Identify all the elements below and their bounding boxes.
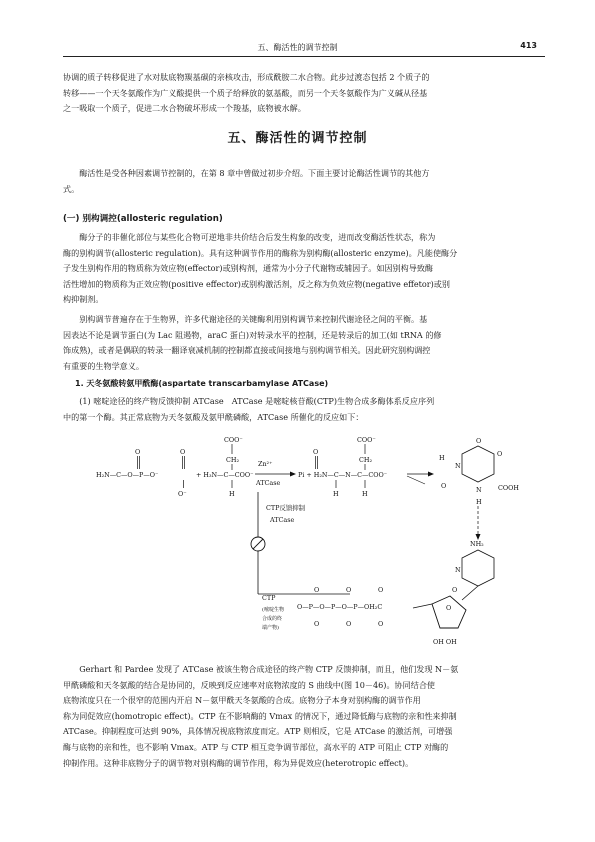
- ctp-title: CTP: [262, 594, 276, 602]
- running-header-title: 五、酶活性的调节控制: [257, 43, 338, 52]
- ring-o-right: O: [497, 450, 503, 458]
- gerhart-line-4: 称为同促效应(homotropic effect)。CTP 在不影响酶的 Vmax 的情况下，通过降低酶与底物的亲和性来抑制: [63, 710, 457, 721]
- product-carbonyl-o: O: [313, 448, 319, 456]
- gerhart-line-6: 酶与底物的亲和性，也不影响 Vmax。ATP 与 CTP 相互竞争调节部位，高水平的 ATP 可阻止 CTP 对酶的: [63, 741, 449, 752]
- intro-line-1: 协调的质子转移促进了水对肽底物羰基碳的亲核攻击，形成酰胺二水合物。此步过渡态包括 2 个质子的: [63, 72, 430, 82]
- ctp-phosphate-o-6: O: [378, 620, 384, 628]
- section-intro-line-2: 式。: [63, 183, 80, 194]
- allosteric-line-2: 酶的别构调节(allosteric regulation)。具有这种调节作用的酶称为别构酶(allosteric enzyme)。凡能使酶分: [63, 247, 458, 258]
- gerhart-line-7: 抑制作用。这种非底物分子的调节物对别构酶的调节作用，称为异促效应(heterotropic effect)。: [63, 757, 414, 768]
- product-carboxylate: COO⁻: [357, 436, 376, 444]
- ring-o-top: O: [476, 437, 482, 445]
- ctp-note-line-3: 端产物): [262, 625, 279, 631]
- ring-cooh: COOH: [498, 484, 519, 492]
- asp-carboxylate: COO⁻: [224, 436, 243, 444]
- inhibition-label-2: ATCase: [270, 516, 295, 524]
- section-intro: [63, 166, 545, 197]
- universal-line-2: 因表达不论是调节蛋白(为 Lac 阻遏物，araC 蛋白)对转录水平的控制，还是转录后的加工(如 tRNA 的修: [63, 329, 442, 340]
- allosteric-line-3: 子发生别构作用的物质称为效应物(effector)或别构剂，通常为小分子代谢物或辅因子。如因别构导致酶: [63, 263, 434, 274]
- allosteric-line-4: 活性增加的物质称为正效应物(positive effector)或别构激活剂，反之称为负效应物(negative effetor)或别: [63, 278, 450, 289]
- ribose-o: O: [446, 604, 452, 612]
- ctp-phosphate-o-2: O: [346, 586, 352, 594]
- ribose-ring: [413, 596, 466, 646]
- dihydroorotate-ring: [439, 437, 519, 506]
- atcase-line-2: 中的第一个酶。其正常底物为天冬氨酸及氨甲酰磷酸，ATCase 所催化的反应如下：: [63, 411, 364, 422]
- asp-ch2: CH₂: [226, 456, 240, 464]
- ctp-note-line-2: 合成的终: [262, 616, 283, 622]
- ctp-phosphate-chain: O—P—O—P—O—P—OH₂C: [297, 603, 383, 611]
- cytosine-o: O: [452, 586, 458, 594]
- cp-phosphate-o-top: O: [180, 448, 186, 456]
- ctp-note-line-1: (嘧啶生物: [262, 607, 284, 613]
- paragraph-universal: [63, 312, 545, 374]
- ctp-phosphate-o-1: O: [314, 586, 320, 594]
- ctp-phosphate-o-3: O: [378, 586, 384, 594]
- gerhart-line-1: Gerhart 和 Pardee 发现了 ATCase 被该生物合成途径的终产物 CTP 反馈抑制，而且，他们发现 N－氨: [79, 664, 459, 674]
- intro-line-2: 转移——一个天冬氨酸作为广义酸提供一个质子给释放的氨基酸，而另一个天冬氨酸作为广义碱从径基: [63, 87, 428, 98]
- cytosine-ring: [452, 540, 494, 594]
- product-n-h: H: [333, 490, 339, 498]
- asp-h: H: [229, 490, 235, 498]
- atcase-reaction-diagram: [0, 432, 595, 647]
- paragraph-allosteric: [63, 230, 545, 308]
- gerhart-line-3: 底物浓度只在一个很窄的范围内开启 N－氨甲酰天冬氨酸的合成。底物分子本身对别构酶的调节作用: [63, 695, 421, 706]
- ring-h-bottom: H: [476, 498, 482, 506]
- section-intro-line-1: 酶活性是受各种因素调节控制的，在第 8 章中曾做过初步介绍。下面主要讨论酶活性调节的其他方: [79, 168, 430, 178]
- carbamoyl-phosphate: H₂N—C—O—P—O⁻: [96, 471, 159, 479]
- carbamoyl-aspartate: Pi + H₂N—C—N—C—COO⁻: [298, 471, 388, 479]
- cp-carbonyl-o: O: [135, 448, 141, 456]
- ctp-phosphate-o-4: O: [314, 620, 320, 628]
- item-1-heading: 1. 天冬氨酸转氨甲酰酶(aspartate transcarbamylase ATCase): [75, 379, 329, 388]
- universal-line-3: 饰成熟)，或者是偶联的转录一翻译衰减机制的控制都直接或间接地与别构调节相关。因此研究别构调控: [63, 345, 431, 356]
- product-c-h: H: [362, 490, 368, 498]
- atcase-line-1: (1) 嘧啶途径的终产物反馈抑制 ATCase ATCase 是嘧啶核苷酸(CTP)生物合成多酶体系反应序列: [79, 396, 435, 406]
- universal-line-1: 别构调节普遍存在于生物界，许多代谢途径的关键酶利用别构调节来控制代谢途径之间的平衡。基: [79, 314, 428, 324]
- cytosine-n: N: [455, 566, 461, 574]
- cytosine-nh2: NH₂: [470, 540, 484, 548]
- allosteric-line-1: 酶分子的非催化部位与某些化合物可逆地非共价结合后发生构象的改变，进而改变酶活性状态，称为: [79, 232, 436, 242]
- zn-cofactor: Zn²⁺: [258, 460, 273, 468]
- ring-h-label: H: [439, 454, 445, 462]
- ctp-phosphate-o-5: O: [346, 620, 352, 628]
- aspartate: + H₃N—C—COO⁻: [196, 471, 254, 479]
- allosteric-line-5: 构抑制剂。: [63, 294, 104, 305]
- ring-n-left: N: [455, 462, 461, 470]
- intro-paragraph: [63, 70, 545, 117]
- universal-line-4: 有重要的生物学意义。: [63, 360, 144, 371]
- intro-line-3: 之一吸取一个质子，促进二水合物破坏形成一个羧基，底物被水解。: [63, 103, 306, 114]
- gerhart-line-5: ATCase。抑制程度可达到 90%，具体情况视底物浓度而定。ATP 则相反，它是 ATCase 的激活剂，可增强: [63, 726, 453, 737]
- paragraph-gerhart: [63, 662, 545, 771]
- running-header: [0, 40, 595, 54]
- paragraph-atcase: [63, 394, 545, 425]
- enzyme-label: ATCase: [256, 479, 281, 487]
- gerhart-line-2: 甲酰磷酸和天冬氨酸的结合是协同的，反映到反应速率对底物浓度的 S 曲线中(图 10－46)。协同结合使: [63, 679, 436, 690]
- ring-n-bottom: N: [476, 486, 482, 494]
- inhibition-label-1: CTP反馈抑制: [266, 504, 306, 512]
- page-number: 413: [520, 41, 537, 50]
- product-ch2: CH₂: [359, 456, 373, 464]
- section-title: 五、酶活性的调节控制: [227, 131, 368, 146]
- header-rule: [63, 56, 545, 57]
- cp-phosphate-o-minus: O⁻: [178, 490, 187, 498]
- ring-o-left: O: [441, 482, 447, 490]
- subsection-heading: (一) 别构调控(allosteric regulation): [63, 214, 223, 224]
- ribose-oh-oh: OH OH: [433, 638, 457, 646]
